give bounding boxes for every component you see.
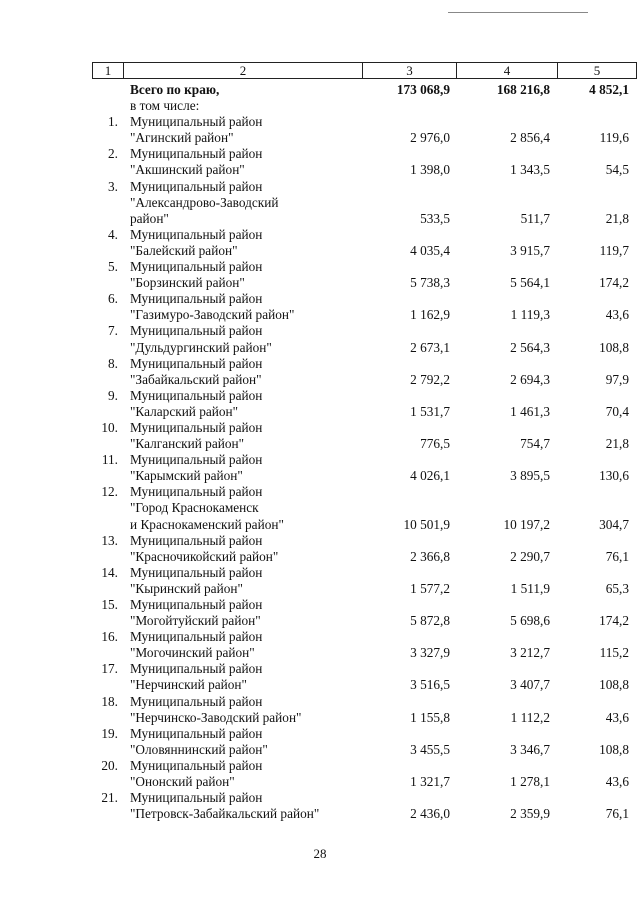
row-value-v4: 1 112,2 xyxy=(510,709,550,725)
row-name-line: Муниципальный район xyxy=(130,323,263,339)
row-name-line: Муниципальный район xyxy=(130,387,263,403)
row-number: 19. xyxy=(101,725,118,741)
row-value-v3: 1 398,0 xyxy=(410,162,450,178)
row-value-v5: 43,6 xyxy=(605,307,629,323)
row-name-line: "Калганский район" xyxy=(130,436,245,452)
row-number: 17. xyxy=(101,661,118,677)
row-number: 7. xyxy=(108,323,118,339)
row-number: 9. xyxy=(108,387,118,403)
table-row xyxy=(92,694,631,726)
row-value-v5: 108,8 xyxy=(599,741,629,757)
row-number: 11. xyxy=(101,452,118,468)
row-name-line: Муниципальный район xyxy=(130,484,263,500)
row-name-line: Муниципальный район xyxy=(130,725,263,741)
row-name-line: и Краснокаменский район" xyxy=(130,516,284,532)
table-header xyxy=(92,62,637,79)
row-number: 14. xyxy=(101,564,118,580)
row-value-v5: 43,6 xyxy=(605,709,629,725)
row-value-v5: 21,8 xyxy=(605,436,629,452)
row-value-v3: 3 455,5 xyxy=(410,741,450,757)
row-value-v4: 3 407,7 xyxy=(510,677,550,693)
row-name-line: Муниципальный район xyxy=(130,564,263,580)
row-name-line: Муниципальный район xyxy=(130,532,263,548)
row-value-v5: 65,3 xyxy=(605,580,629,596)
row-number: 5. xyxy=(108,259,118,275)
table-row xyxy=(92,356,631,388)
row-name-line: Муниципальный район xyxy=(130,757,263,773)
row-value-v3: 4 026,1 xyxy=(410,468,450,484)
top-rule xyxy=(448,12,588,13)
row-name xyxy=(122,114,360,146)
row-name-line: "Дульдургинский район" xyxy=(130,339,272,355)
row-name-line: "Борзинский район" xyxy=(130,275,245,291)
row-number: 3. xyxy=(108,178,118,194)
row-value-v5: 108,8 xyxy=(599,677,629,693)
table-row xyxy=(92,597,631,629)
table-body xyxy=(92,82,631,822)
row-name-line: "Петровск-Забайкальский район" xyxy=(130,806,320,822)
row-value-v3: 533,5 xyxy=(420,210,450,226)
row-value-v3: 4 035,4 xyxy=(410,242,450,258)
row-value-v3: 1 155,8 xyxy=(410,709,450,725)
row-name xyxy=(122,291,360,323)
table-row xyxy=(92,484,631,532)
row-name-line: Муниципальный район xyxy=(130,355,263,371)
row-value-v5: 21,8 xyxy=(605,210,629,226)
total-label: Всего по краю, xyxy=(130,82,220,97)
row-value-v3: 2 792,2 xyxy=(410,371,450,387)
row-value-v3: 2 366,8 xyxy=(410,548,450,564)
row-value-v3: 5 872,8 xyxy=(410,613,450,629)
row-name xyxy=(122,790,360,822)
row-name-line: "Могочинский район" xyxy=(130,645,255,661)
row-value-v4: 10 197,2 xyxy=(503,516,550,532)
row-number: 8. xyxy=(108,355,118,371)
row-name-line: Муниципальный район xyxy=(130,226,263,242)
row-name-line: "Александрово-Заводский xyxy=(130,194,279,210)
row-name xyxy=(122,565,360,597)
row-number: 21. xyxy=(101,790,118,806)
table-row xyxy=(92,726,631,758)
row-name xyxy=(122,356,360,388)
table-row xyxy=(92,790,631,822)
row-name xyxy=(122,420,360,452)
total-v5: 4 852,1 xyxy=(589,82,629,97)
row-name-line: Муниципальный район xyxy=(130,790,263,806)
row-name-line: Муниципальный район xyxy=(130,259,263,275)
row-number: 2. xyxy=(108,146,118,162)
row-name-line: "Каларский район" xyxy=(130,403,239,419)
row-name-line: Муниципальный район xyxy=(130,114,263,130)
table-row xyxy=(92,629,631,661)
row-value-v5: 174,2 xyxy=(599,275,629,291)
row-value-v4: 1 511,9 xyxy=(510,580,550,596)
row-value-v4: 5 564,1 xyxy=(510,275,550,291)
row-value-v5: 43,6 xyxy=(605,774,629,790)
page-number: 28 xyxy=(313,846,327,861)
row-name-line: "Балейский район" xyxy=(130,242,238,258)
row-value-v4: 3 346,7 xyxy=(510,741,550,757)
row-value-v4: 3 895,5 xyxy=(510,468,550,484)
row-name-line: Муниципальный район xyxy=(130,629,263,645)
row-name-line: Муниципальный район xyxy=(130,452,263,468)
row-name xyxy=(122,597,360,629)
row-name-line: "Агинский район" xyxy=(130,130,234,146)
row-number: 12. xyxy=(101,484,118,500)
row-name-line: Муниципальный район xyxy=(130,597,263,612)
row-number: 18. xyxy=(101,693,118,709)
row-value-v3: 2 976,0 xyxy=(410,130,450,146)
row-name xyxy=(122,146,360,178)
row-value-v4: 754,7 xyxy=(520,436,550,452)
row-value-v4: 3 212,7 xyxy=(510,645,550,661)
table-row xyxy=(92,565,631,597)
row-value-v5: 70,4 xyxy=(605,403,629,419)
row-number: 10. xyxy=(101,419,118,435)
row-value-v5: 174,2 xyxy=(599,613,629,629)
row-value-v3: 1 577,2 xyxy=(410,580,450,596)
row-value-v5: 119,7 xyxy=(599,242,629,258)
table-row xyxy=(92,758,631,790)
row-value-v3: 5 738,3 xyxy=(410,275,450,291)
row-name xyxy=(122,388,360,420)
row-value-v4: 1 343,5 xyxy=(510,162,550,178)
row-number: 16. xyxy=(101,629,118,645)
table-row xyxy=(92,452,631,484)
table-row xyxy=(92,420,631,452)
row-name-line: "Могойтуйский район" xyxy=(130,613,261,629)
row-value-v5: 97,9 xyxy=(605,371,629,387)
row-name-line: район" xyxy=(130,210,169,226)
row-name-line: Муниципальный район xyxy=(130,661,263,677)
row-name xyxy=(122,533,360,565)
row-name-line: Муниципальный район xyxy=(130,419,263,435)
row-value-v3: 1 321,7 xyxy=(410,774,450,790)
row-name-line: "Забайкальский район" xyxy=(130,371,262,387)
row-name-line: "Газимуро-Заводский район" xyxy=(130,307,295,323)
total-v4: 168 216,8 xyxy=(496,82,550,97)
total-sublabel: в том числе: xyxy=(130,98,200,114)
row-name-line: Муниципальный район xyxy=(130,693,263,709)
header-col-4: 4 xyxy=(456,63,557,78)
row-value-v4: 2 856,4 xyxy=(510,130,550,146)
row-value-v3: 2 673,1 xyxy=(410,339,450,355)
header-col-2: 2 xyxy=(123,63,362,78)
row-value-v4: 2 564,3 xyxy=(510,339,550,355)
row-name-line: "Акшинский район" xyxy=(130,162,245,178)
row-number: 6. xyxy=(108,291,118,307)
row-value-v3: 2 436,0 xyxy=(410,806,450,822)
row-number: 4. xyxy=(108,226,118,242)
table-row xyxy=(92,259,631,291)
row-name xyxy=(122,484,360,532)
table-row xyxy=(92,323,631,355)
row-name xyxy=(122,758,360,790)
row-value-v3: 3 516,5 xyxy=(410,677,450,693)
row-value-v4: 2 694,3 xyxy=(510,371,550,387)
row-value-v5: 304,7 xyxy=(599,516,629,532)
table-row xyxy=(92,661,631,693)
row-value-v4: 1 119,3 xyxy=(510,307,550,323)
row-name xyxy=(122,629,360,661)
row-name xyxy=(122,726,360,758)
row-value-v4: 1 278,1 xyxy=(510,774,550,790)
row-value-v4: 1 461,3 xyxy=(510,403,550,419)
row-value-v5: 76,1 xyxy=(605,548,629,564)
row-name-line: "Кыринский район" xyxy=(130,580,243,596)
row-value-v5: 54,5 xyxy=(605,162,629,178)
row-name-line: "Нерчинский район" xyxy=(130,677,247,693)
total-v3: 173 068,9 xyxy=(396,82,450,97)
table-row xyxy=(92,227,631,259)
table-row xyxy=(92,146,631,178)
row-name-line: "Красночикойский район" xyxy=(130,548,279,564)
row-value-v3: 3 327,9 xyxy=(410,645,450,661)
row-value-v5: 76,1 xyxy=(605,806,629,822)
row-name xyxy=(122,323,360,355)
row-value-v3: 10 501,9 xyxy=(403,516,450,532)
row-value-v3: 1 531,7 xyxy=(410,403,450,419)
row-name xyxy=(122,452,360,484)
row-value-v5: 119,6 xyxy=(599,130,629,146)
row-name xyxy=(122,259,360,291)
row-name-line: Муниципальный район xyxy=(130,291,263,307)
header-col-3: 3 xyxy=(362,63,456,78)
header-col-5: 5 xyxy=(557,63,636,78)
row-name xyxy=(122,179,360,227)
row-number: 20. xyxy=(101,757,118,773)
total-row xyxy=(92,82,631,114)
row-name xyxy=(122,661,360,693)
row-name xyxy=(122,694,360,726)
row-value-v4: 2 359,9 xyxy=(510,806,550,822)
row-value-v4: 2 290,7 xyxy=(510,548,550,564)
table-row xyxy=(92,388,631,420)
row-name-line: "Нерчинско-Заводский район" xyxy=(130,709,302,725)
row-number: 13. xyxy=(101,532,118,548)
row-number: 1. xyxy=(108,114,118,130)
row-number: 15. xyxy=(101,597,118,612)
table-row xyxy=(92,179,631,227)
table-row xyxy=(92,533,631,565)
row-value-v4: 3 915,7 xyxy=(510,242,550,258)
row-name xyxy=(122,227,360,259)
table-row xyxy=(92,291,631,323)
row-value-v5: 108,8 xyxy=(599,339,629,355)
table-row xyxy=(92,114,631,146)
row-value-v4: 511,7 xyxy=(520,210,550,226)
row-value-v3: 776,5 xyxy=(420,436,450,452)
row-name-line: Муниципальный район xyxy=(130,146,263,162)
row-name-line: Муниципальный район xyxy=(130,178,263,194)
row-name-line: "Оловяннинский район" xyxy=(130,741,268,757)
row-name-line: "Город Краснокаменск xyxy=(130,500,259,516)
row-value-v4: 5 698,6 xyxy=(510,613,550,629)
row-value-v3: 1 162,9 xyxy=(410,307,450,323)
row-name-line: "Ононский район" xyxy=(130,774,235,790)
row-value-v5: 130,6 xyxy=(599,468,629,484)
row-value-v5: 115,2 xyxy=(599,645,629,661)
row-name-line: "Карымский район" xyxy=(130,468,243,484)
header-col-1: 1 xyxy=(104,63,112,78)
